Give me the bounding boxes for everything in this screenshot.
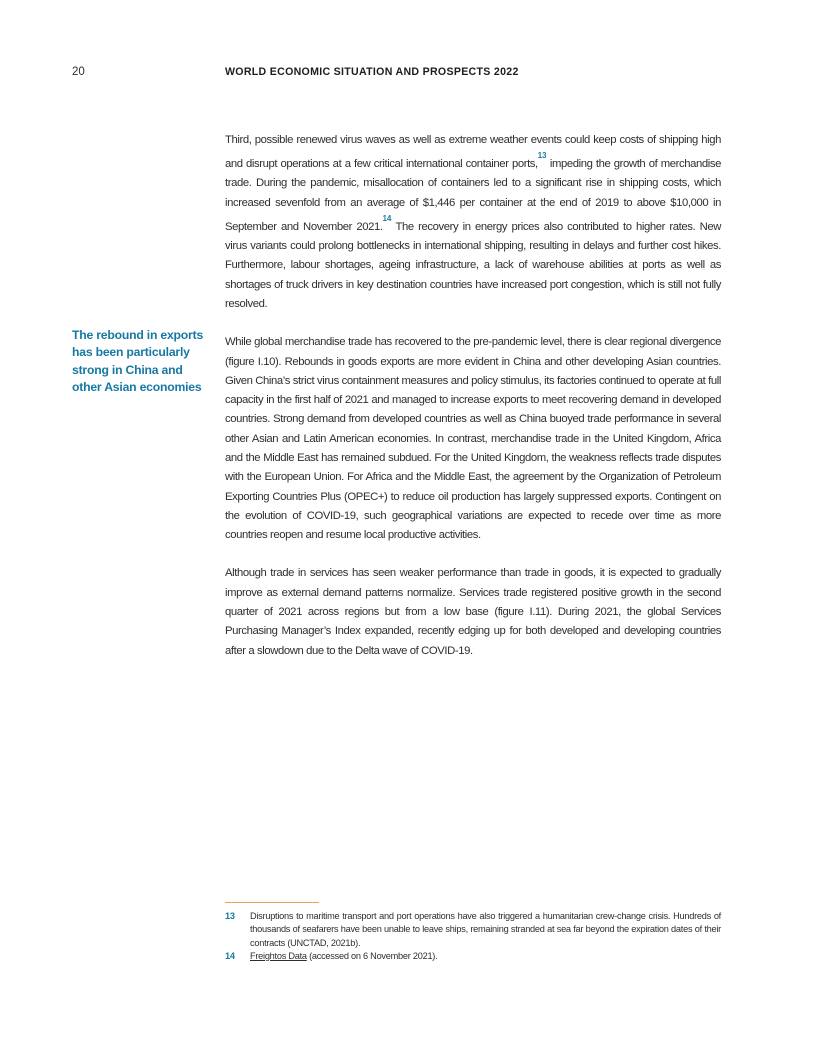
footnote-number: 13: [225, 911, 235, 921]
footnote-13: [225, 910, 721, 950]
footnote-ref-13: 13: [537, 151, 547, 161]
footnote-text: Disruptions to maritime transport and port operations have also triggered a humanitarian crew-change crisis. Hundreds of thousands of seafarers have been unable to leave ships, remaining stranded at sea far beyond the expiration dates of their contracts (UNCTAD, 2021b).: [250, 911, 721, 948]
page-number: 20: [72, 66, 85, 78]
footnote-separator: [225, 902, 319, 903]
para1-seg1: Third, possible renewed virus waves as well as extreme weather events could keep costs of shipping high and disrupt operations at a few critical international container ports,: [225, 134, 721, 171]
margin-note: The rebound in exports has been particularly strong in China and other Asian economies: [72, 328, 204, 395]
footnotes-section: [225, 902, 721, 963]
para1-seg3: The recovery in energy prices also contributed to higher rates. New virus variants could prolong bottlenecks in international shipping, resulting in delays and further cost hikes. Furthermore, labour shortages, ageing infrastructure, a lack of warehouse abilities at ports as well as shortages of truck drivers in key destination countries have increased port congestion, which is still not fully resolved.: [225, 220, 721, 310]
paragraph-services-trade: Although trade in services has seen weaker performance than trade in goods, it is expected to gradually improve as external demand patterns normalize. Services trade registered positive growth in the second quarter of 2021 across regions but from a low base (figure I.11). During 2021, the global Services Purchasing Manager’s Index expanded, recently edging up for both developed and developing countries after a slowdown due to the Delta wave of COVID-19.: [225, 567, 721, 657]
footnote-ref-14: 14: [382, 213, 392, 223]
footnote-number: 14: [225, 950, 235, 961]
freightos-data-link[interactable]: Freightos Data: [250, 950, 307, 961]
paragraph-shipping-costs: [225, 131, 721, 314]
footnote-text-after-link: (accessed on 6 November 2021).: [306, 950, 438, 961]
running-header: WORLD ECONOMIC SITUATION AND PROSPECTS 2022: [225, 66, 519, 78]
footnote-14: [225, 950, 721, 963]
footnote-text: [250, 950, 721, 963]
main-text-column: [225, 131, 721, 661]
para1-seg2: impeding the growth of merchandise trade. During the pandemic, misallocation of containers led to a significant rise in shipping costs, which increased sevenfold from an average of $1,446 per container at the end of 2019 to above $10,000 in September and November 2021.: [225, 158, 721, 233]
paragraph-merchandise-trade: While global merchandise trade has recovered to the pre-pandemic level, there is clear regional divergence (figure I.10). Rebounds in goods exports are more evident in China and other developing Asian countries. Given China’s strict virus containment measures and policy stimulus, its factories continued to operate at full capacity in the first half of 2021 and managed to increase exports to meet recovering demand in developed countries. Strong demand from developed countries as well as China buoyed trade performance in several other Asian and Latin American economies. In contrast, merchandise trade in the United Kingdom, Africa and the Middle East has remained subdued. For the United Kingdom, the weakness reflects trade disputes with the European Union. For Africa and the Middle East, the agreement by the Organization of Petroleum Exporting Countries Plus (OPEC+) to reduce oil production has largely suppressed exports. Contingent on the evolution of COVID-19, such geographical variations are expected to recede over time as more countries reopen and resume local productive activities.: [225, 336, 721, 542]
